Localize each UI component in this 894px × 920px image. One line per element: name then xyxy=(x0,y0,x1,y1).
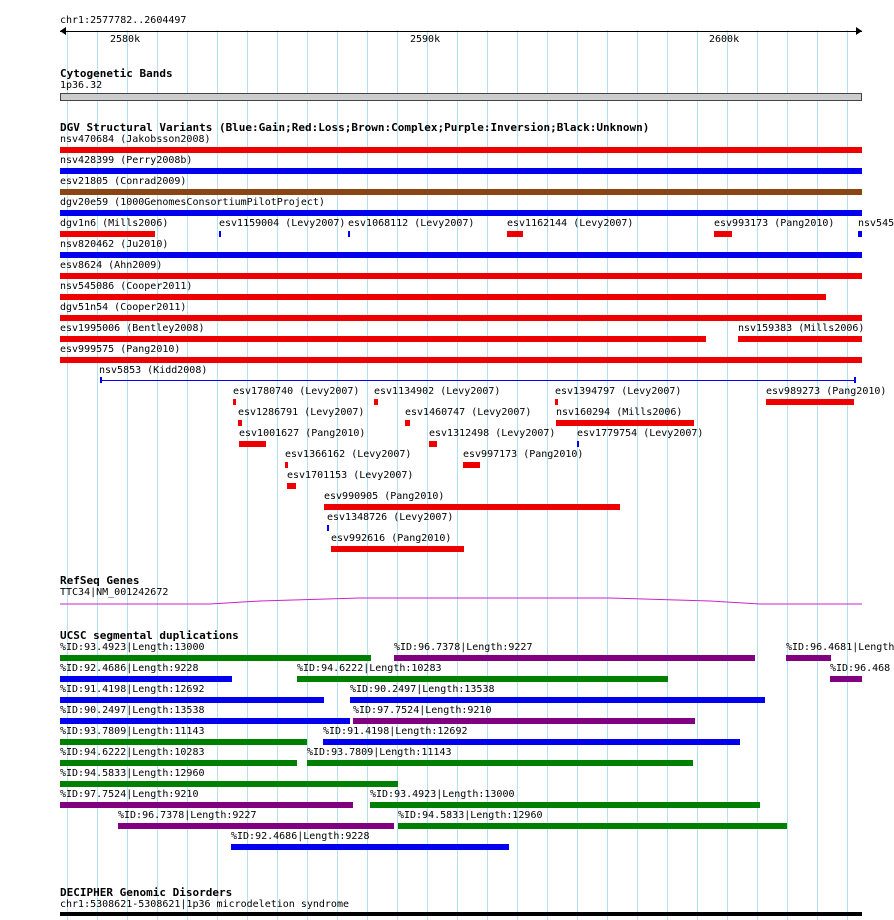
dgv-feature-bar[interactable] xyxy=(60,252,862,258)
refseq-track-title: RefSeq Genes xyxy=(60,574,140,587)
ruler-left-arrow xyxy=(60,27,66,35)
dgv-feature-bar[interactable] xyxy=(331,546,464,552)
dgv-feature-bar[interactable] xyxy=(238,420,242,426)
dgv-feature-bar[interactable] xyxy=(766,399,854,405)
grid-line xyxy=(787,30,788,920)
grid-line xyxy=(487,30,488,920)
dgv-feature-bar[interactable] xyxy=(219,231,221,237)
ruler-right-arrow xyxy=(856,27,862,35)
dgv-feature-label: esv1312498 (Levy2007) xyxy=(429,428,556,439)
segdup-feature-label: %ID:91.4198|Length:12692 xyxy=(323,726,468,737)
segdup-feature-bar[interactable] xyxy=(398,823,787,829)
dgv-feature-label: esv1779754 (Levy2007) xyxy=(577,428,704,439)
segdup-feature-label: %ID:94.6222|Length:10283 xyxy=(297,663,442,674)
segdup-feature-label: %ID:97.7524|Length:9210 xyxy=(353,705,492,716)
dgv-feature-label: nsv160294 (Mills2006) xyxy=(556,407,683,418)
gene-label: TTC34|NM_001242672 xyxy=(60,587,169,598)
grid-line xyxy=(547,30,548,920)
grid-line xyxy=(817,30,818,920)
cyto-track-title: Cytogenetic Bands xyxy=(60,67,173,80)
grid-line xyxy=(847,30,848,920)
dgv-feature-label: esv21805 (Conrad2009) xyxy=(60,176,187,187)
segdup-feature-label: %ID:93.4923|Length:13000 xyxy=(60,642,205,653)
segdup-feature-label: %ID:96.468 xyxy=(830,663,891,674)
dgv-feature-label: esv1134902 (Levy2007) xyxy=(374,386,501,397)
dgv-feature-label: esv1068112 (Levy2007) xyxy=(348,218,475,229)
dgv-feature-bar[interactable] xyxy=(577,441,579,447)
segdup-feature-bar[interactable] xyxy=(60,802,353,808)
segdup-feature-label: %ID:92.4686|Length:9228 xyxy=(60,663,199,674)
dgv-feature-bar[interactable] xyxy=(60,336,706,342)
segdup-feature-label: %ID:90.2497|Length:13538 xyxy=(350,684,495,695)
dgv-feature-bar[interactable] xyxy=(60,315,862,321)
segdup-feature-label: %ID:94.5833|Length:12960 xyxy=(60,768,205,779)
dgv-feature-label: esv989273 (Pang2010) xyxy=(766,386,887,397)
segdup-feature-bar[interactable] xyxy=(60,781,398,787)
dgv-feature-bar[interactable] xyxy=(463,462,480,468)
dgv-feature-bar[interactable] xyxy=(60,147,862,153)
dgv-feature-label: esv1394797 (Levy2007) xyxy=(555,386,682,397)
segdup-feature-bar[interactable] xyxy=(60,697,324,703)
segdup-feature-label: %ID:93.4923|Length:13000 xyxy=(370,789,515,800)
dgv-feature-label: nsv470684 (Jakobsson2008) xyxy=(60,134,211,145)
dgv-track-title: DGV Structural Variants (Blue:Gain;Red:Loss;Brown:Complex;Purple:Inversion;Black:Unknown) xyxy=(60,121,650,134)
segdup-feature-label: %ID:90.2497|Length:13538 xyxy=(60,705,205,716)
dgv-feature-bar[interactable] xyxy=(60,210,862,216)
dgv-feature-label: dgv20e59 (1000GenomesConsortiumPilotProject) xyxy=(60,197,325,208)
ruler-tick-label: 2590k xyxy=(410,34,441,45)
dgv-feature-bar-end xyxy=(100,377,102,383)
segdup-feature-bar[interactable] xyxy=(297,676,668,682)
dgv-feature-label: esv999575 (Pang2010) xyxy=(60,344,181,355)
dgv-feature-bar[interactable] xyxy=(287,483,296,489)
grid-line xyxy=(667,30,668,920)
dgv-feature-bar[interactable] xyxy=(348,231,350,237)
ruler-tick-label: 2580k xyxy=(110,34,141,45)
dgv-feature-label: esv1995006 (Bentley2008) xyxy=(60,323,205,334)
segdup-feature-bar[interactable] xyxy=(786,655,831,661)
segdup-feature-label: %ID:93.7809|Length:11143 xyxy=(60,726,205,737)
segdup-feature-label: %ID:94.6222|Length:10283 xyxy=(60,747,205,758)
dgv-feature-bar-end xyxy=(854,377,856,383)
segdup-feature-label: %ID:96.7378|Length:9227 xyxy=(394,642,533,653)
segdup-track-title: UCSC segmental duplications xyxy=(60,629,239,642)
gene-model[interactable] xyxy=(60,596,862,608)
dgv-feature-label: esv1701153 (Levy2007) xyxy=(287,470,414,481)
segdup-feature-bar[interactable] xyxy=(350,697,765,703)
grid-line xyxy=(577,30,578,920)
dgv-feature-label: nsv820462 (Ju2010) xyxy=(60,239,169,250)
dgv-feature-bar[interactable] xyxy=(60,168,862,174)
dgv-feature-bar[interactable] xyxy=(239,441,266,447)
dgv-feature-bar[interactable] xyxy=(60,189,862,195)
segdup-feature-bar[interactable] xyxy=(323,739,740,745)
cyto-band-label: 1p36.32 xyxy=(60,80,103,91)
dgv-feature-bar[interactable] xyxy=(60,294,826,300)
grid-line xyxy=(637,30,638,920)
dgv-feature-bar[interactable] xyxy=(60,231,155,237)
segdup-feature-bar[interactable] xyxy=(353,718,695,724)
segdup-feature-bar[interactable] xyxy=(60,739,307,745)
segdup-feature-label: %ID:96.7378|Length:9227 xyxy=(118,810,257,821)
dgv-feature-label: nsv545086 (Cooper2011) xyxy=(60,281,193,292)
dgv-feature-bar[interactable] xyxy=(327,525,329,531)
dgv-feature-label: esv1348726 (Levy2007) xyxy=(327,512,454,523)
segdup-feature-bar[interactable] xyxy=(60,718,350,724)
segdup-feature-bar[interactable] xyxy=(60,760,297,766)
ruler-line xyxy=(60,31,862,32)
segdup-feature-label: %ID:92.4686|Length:9228 xyxy=(231,831,370,842)
segdup-feature-bar[interactable] xyxy=(60,655,371,661)
segdup-feature-label: %ID:93.7809|Length:11143 xyxy=(307,747,452,758)
segdup-feature-bar[interactable] xyxy=(370,802,760,808)
dgv-feature-label: dgv51n54 (Cooper2011) xyxy=(60,302,187,313)
dgv-feature-label: esv1001627 (Pang2010) xyxy=(239,428,366,439)
grid-line xyxy=(427,30,428,920)
dgv-feature-label: nsv5853 (Kidd2008) xyxy=(99,365,208,376)
dgv-feature-bar[interactable] xyxy=(405,420,410,426)
ruler-range-label: chr1:2577782..2604497 xyxy=(60,15,187,26)
segdup-feature-bar[interactable] xyxy=(307,760,693,766)
dgv-feature-bar[interactable] xyxy=(738,336,862,342)
segdup-feature-label: %ID:96.4681|Length xyxy=(786,642,894,653)
decipher-feature-label: chr1:5308621-5308621|1p36 microdeletion syndrome xyxy=(60,899,349,910)
segdup-feature-label: %ID:97.7524|Length:9210 xyxy=(60,789,199,800)
segdup-feature-bar[interactable] xyxy=(830,676,862,682)
dgv-feature-label: nsv159383 (Mills2006) xyxy=(738,323,865,334)
segdup-feature-bar[interactable] xyxy=(60,676,232,682)
dgv-feature-bar[interactable] xyxy=(324,504,620,510)
dgv-feature-bar[interactable] xyxy=(100,380,856,381)
dgv-feature-bar[interactable] xyxy=(374,399,378,405)
dgv-feature-label: esv1366162 (Levy2007) xyxy=(285,449,412,460)
dgv-feature-label: esv1162144 (Levy2007) xyxy=(507,218,634,229)
dgv-feature-bar[interactable] xyxy=(507,231,523,237)
dgv-feature-label: esv990905 (Pang2010) xyxy=(324,491,445,502)
dgv-feature-label: nsv428399 (Perry2008b) xyxy=(60,155,193,166)
segdup-feature-label: %ID:91.4198|Length:12692 xyxy=(60,684,205,695)
segdup-feature-bar[interactable] xyxy=(118,823,394,829)
grid-line xyxy=(517,30,518,920)
dgv-feature-bar[interactable] xyxy=(429,441,437,447)
grid-line xyxy=(697,30,698,920)
dgv-feature-bar[interactable] xyxy=(233,399,236,405)
dgv-feature-label: esv1286791 (Levy2007) xyxy=(238,407,365,418)
dgv-feature-label: esv993173 (Pang2010) xyxy=(714,218,835,229)
segdup-feature-label: %ID:94.5833|Length:12960 xyxy=(398,810,543,821)
dgv-feature-bar[interactable] xyxy=(555,399,558,405)
decipher-feature-bar[interactable] xyxy=(60,912,862,916)
dgv-feature-label: esv1780740 (Levy2007) xyxy=(233,386,360,397)
segdup-feature-bar[interactable] xyxy=(231,844,509,850)
dgv-feature-label: esv992616 (Pang2010) xyxy=(331,533,452,544)
dgv-feature-bar[interactable] xyxy=(285,462,288,468)
grid-line xyxy=(727,30,728,920)
grid-line xyxy=(457,30,458,920)
dgv-feature-label: dgv1n6 (Mills2006) xyxy=(60,218,169,229)
dgv-feature-bar[interactable] xyxy=(556,420,694,426)
dgv-feature-label: esv1460747 (Levy2007) xyxy=(405,407,532,418)
dgv-feature-bar[interactable] xyxy=(714,231,732,237)
grid-line xyxy=(757,30,758,920)
dgv-feature-label: esv8624 (Ahn2009) xyxy=(60,260,163,271)
dgv-feature-label: esv1159004 (Levy2007) xyxy=(219,218,346,229)
ruler-tick-label: 2600k xyxy=(709,34,740,45)
dgv-feature-bar[interactable] xyxy=(60,357,862,363)
segdup-feature-bar[interactable] xyxy=(394,655,755,661)
dgv-feature-label: nsv545 xyxy=(858,218,894,229)
dgv-feature-bar[interactable] xyxy=(60,273,862,279)
dgv-feature-label: esv997173 (Pang2010) xyxy=(463,449,584,460)
grid-line xyxy=(607,30,608,920)
decipher-track-title: DECIPHER Genomic Disorders xyxy=(60,886,233,899)
cyto-band-bar[interactable] xyxy=(60,93,862,101)
dgv-feature-bar[interactable] xyxy=(858,231,862,237)
